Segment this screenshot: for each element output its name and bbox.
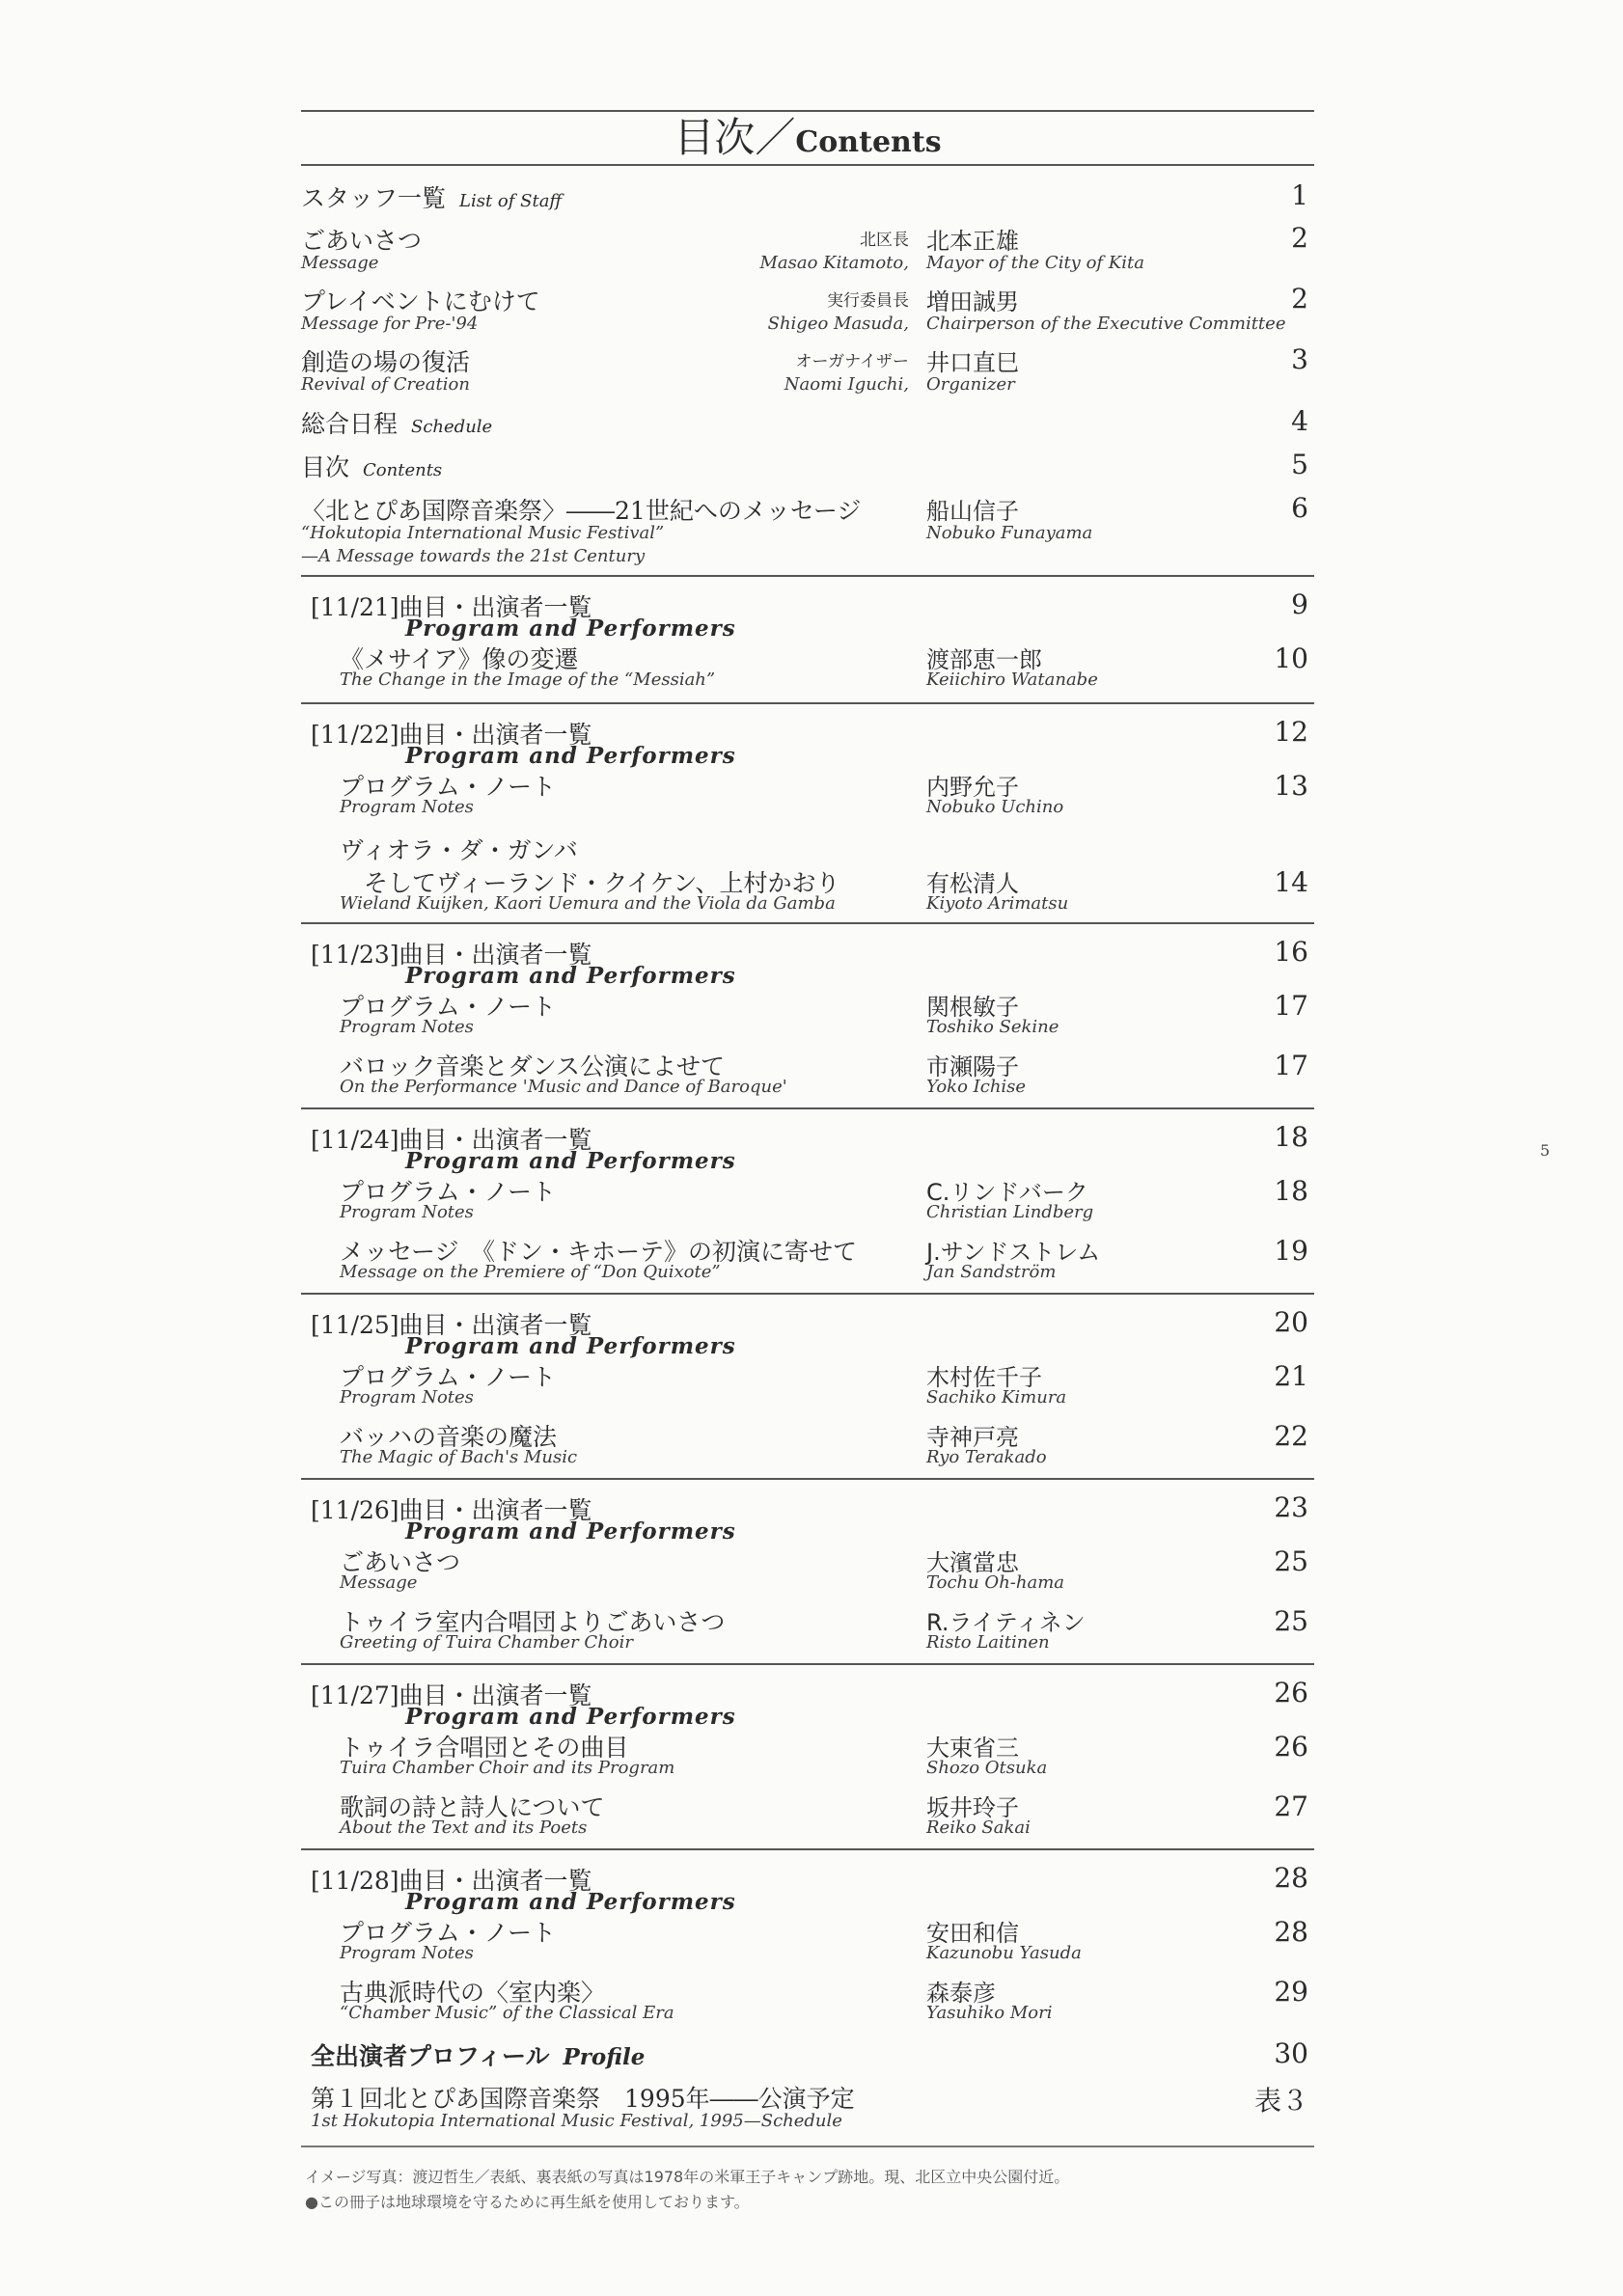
entry-title: 創造の場の復活: [301, 348, 471, 376]
author-name: 北本正雄: [926, 228, 1019, 255]
entry-title-en: Message: [340, 1572, 418, 1593]
author-name: 有松清人: [926, 870, 1019, 897]
author-name: 関根敏子: [926, 994, 1019, 1021]
section-title-en: Program and Performers: [405, 615, 736, 642]
entry-title-en: Program Notes: [340, 1943, 474, 1963]
page-number: 1: [1291, 179, 1308, 211]
section-header-1128[interactable]: [301, 1862, 1314, 1916]
entry-title: スタッフ一覧 List of Staff: [301, 184, 563, 212]
entry-title: メッセージ 《ドン・キホーテ》の初演に寄せて: [340, 1238, 858, 1266]
page-number: 2: [1291, 222, 1308, 254]
entry-title-en: Program Notes: [340, 797, 474, 817]
title-jp: 目次／: [674, 114, 796, 161]
author-name-en: Jan Sandström: [926, 1262, 1057, 1282]
author-name: 大濱當忠: [926, 1549, 1019, 1576]
entry-title-en: The Magic of Bach's Music: [340, 1447, 578, 1467]
toc-entry-program-notes[interactable]: [340, 1358, 1314, 1414]
toc-entry-contents[interactable]: [301, 449, 1314, 483]
author-name: 木村佐千子: [926, 1364, 1042, 1391]
page-title: [301, 112, 1314, 164]
section-title: [11/28]曲目・出演者一覧: [311, 1867, 592, 1895]
section-title: [11/24]曲目・出演者一覧: [311, 1126, 592, 1154]
section-title: [11/21]曲目・出演者一覧: [311, 593, 592, 621]
entry-title: 〈北とぴあ国際音楽祭〉――21世紀へのメッセージ: [301, 497, 862, 525]
author-name-en: Ryo Terakado: [926, 1447, 1047, 1467]
toc-entry-1995-schedule[interactable]: [301, 2080, 1314, 2136]
toc-entry-revival[interactable]: [301, 343, 1314, 401]
author-name: 市瀬陽子: [926, 1053, 1019, 1080]
section-header-1122[interactable]: [301, 716, 1314, 770]
entry-title-en: Greeting of Tuira Chamber Choir: [340, 1632, 633, 1653]
toc-entry-messiah[interactable]: [340, 641, 1314, 697]
page-number: 19: [1274, 1235, 1308, 1267]
toc-entry-viola-da-gamba[interactable]: [340, 864, 1314, 920]
recycled-paper-note: ●この冊子は地球環境を守るために再生紙を使用しております。: [305, 2193, 750, 2211]
author-name: 増田誠男: [926, 288, 1019, 315]
author-name-en: Yoko Ichise: [926, 1077, 1027, 1097]
section-title-en: Program and Performers: [405, 1148, 736, 1174]
entry-title: 第１回北とぴあ国際音楽祭 1995年――公演予定: [311, 2085, 855, 2113]
page-number: 4: [1291, 405, 1308, 437]
author-name-en: Yasuhiko Mori: [926, 2003, 1053, 2023]
entry-title-en: Message for Pre-'94: [301, 314, 479, 334]
entry-title-en: Program Notes: [340, 1017, 474, 1037]
toc-entry-baroque-dance[interactable]: [340, 1048, 1314, 1104]
page-number: 12: [1274, 716, 1308, 748]
page-number: 22: [1274, 1420, 1308, 1452]
section-rule: [301, 1663, 1314, 1665]
page-number: 17: [1274, 990, 1308, 1022]
page-number: 18: [1274, 1175, 1308, 1207]
section-title: [11/23]曲目・出演者一覧: [311, 941, 592, 969]
author-name: 井口直巳: [926, 349, 1019, 376]
toc-entry-tuira-greeting[interactable]: [340, 1603, 1314, 1659]
entry-title: 全出演者プロフィール Profile: [311, 2042, 646, 2070]
entry-title-en: “Chamber Music” of the Classical Era: [340, 2003, 674, 2023]
section-header-1124[interactable]: [301, 1121, 1314, 1175]
entry-title: プログラム・ノート: [340, 1919, 557, 1947]
author-name-en: Nobuko Uchino: [926, 797, 1064, 817]
section-header-1123[interactable]: [301, 936, 1314, 990]
entry-title: ヴィオラ・ダ・ガンバ: [340, 836, 578, 864]
section-title-en: Program and Performers: [405, 963, 736, 989]
entry-title: 古典派時代の〈室内楽〉: [340, 1979, 606, 2007]
photo-credit: イメージ写真：渡辺哲生／表紙、裏表紙の写真は1978年の米軍王子キャンプ跡地。現、北区立中央公園付近。: [305, 2168, 1070, 2186]
author-name-en: Shigeo Masuda,: [767, 314, 909, 334]
entry-title: 《メサイア》像の変遷: [340, 645, 579, 673]
title-en: Contents: [795, 125, 942, 159]
section-title: [11/25]曲目・出演者一覧: [311, 1311, 592, 1339]
page-number: 27: [1274, 1790, 1308, 1822]
page-number: 25: [1274, 1545, 1308, 1577]
author-name-en: Risto Laitinen: [926, 1632, 1050, 1653]
section-rule: [301, 702, 1314, 704]
page-number: 26: [1274, 1731, 1308, 1763]
author-title-en: Chairperson of the Executive Committee: [926, 314, 1286, 334]
section-title: [11/22]曲目・出演者一覧: [311, 721, 592, 749]
entry-title-en: Message on the Premiere of “Don Quixote”: [340, 1262, 721, 1282]
author-name: C.リンドバーク: [926, 1179, 1088, 1206]
section-rule: [301, 575, 1314, 577]
page-number: 5: [1291, 449, 1308, 480]
toc-entry-don-quixote[interactable]: [340, 1233, 1314, 1289]
section-title-en: Program and Performers: [405, 1704, 736, 1730]
entry-title-en: 1st Hokutopia International Music Festival, 1995—Schedule: [311, 2111, 842, 2131]
page-number: 20: [1274, 1306, 1308, 1338]
author-name: 内野允子: [926, 774, 1019, 801]
toc-entry-schedule[interactable]: [301, 405, 1314, 440]
section-rule: [301, 1478, 1314, 1480]
section-header-1121[interactable]: [301, 588, 1314, 642]
section-title-en: Program and Performers: [405, 743, 736, 769]
entry-title: 総合日程 Schedule: [301, 410, 493, 438]
section-rule: [301, 1848, 1314, 1850]
toc-entry-viola-da-gamba-line1[interactable]: [340, 832, 1314, 864]
author-name-en: Keiichiro Watanabe: [926, 670, 1098, 690]
toc-entry-message[interactable]: [301, 222, 1314, 280]
entry-title-en: On the Performance 'Music and Dance of Baroque': [340, 1077, 787, 1097]
entry-title: プログラム・ノート: [340, 1363, 557, 1391]
author-name-en: Christian Lindberg: [926, 1202, 1094, 1222]
page-number: 2: [1291, 283, 1308, 314]
page-number: 30: [1274, 2037, 1308, 2069]
entry-title: ごあいさつ: [301, 227, 423, 255]
toc-entry-bach-magic[interactable]: [340, 1418, 1314, 1474]
entry-title: トゥイラ室内合唱団よりごあいさつ: [340, 1608, 726, 1636]
page-number: 18: [1274, 1121, 1308, 1153]
toc-entry-program-notes[interactable]: [340, 988, 1314, 1044]
entry-title: プログラム・ノート: [340, 773, 557, 801]
toc-entry-staff[interactable]: [301, 179, 1314, 214]
section-title-en: Program and Performers: [405, 1889, 736, 1915]
toc-entry-profile[interactable]: [301, 2037, 1314, 2072]
toc-entry-pre-event[interactable]: [301, 283, 1314, 341]
entry-title-en: The Change in the Image of the “Messiah”: [340, 670, 716, 690]
author-role: 実行委員長: [827, 291, 909, 311]
page-number: 13: [1274, 770, 1308, 802]
author-name-en: Nobuko Funayama: [926, 523, 1093, 543]
page-number: 14: [1274, 866, 1308, 898]
entry-title-en: Message: [301, 253, 379, 273]
toc-entry-program-notes[interactable]: [340, 768, 1314, 824]
toc-entry-tuira-program[interactable]: [340, 1729, 1314, 1785]
author-name-en: Sachiko Kimura: [926, 1387, 1067, 1408]
entry-title: 目次 Contents: [301, 453, 443, 481]
page-number: 9: [1291, 588, 1308, 620]
entry-title-en: About the Text and its Poets: [340, 1818, 588, 1838]
entry-title: プログラム・ノート: [340, 993, 557, 1021]
toc-entry-chamber-music[interactable]: [340, 1974, 1314, 2030]
entry-title: 歌詞の詩と詩人について: [340, 1793, 605, 1821]
author-name-en: Tochu Oh-hama: [926, 1572, 1064, 1593]
entry-title: そしてヴィーランド・クイケン、上村かおり: [340, 869, 840, 897]
author-name: 渡部恵一郎: [926, 646, 1042, 673]
section-title-en: Program and Performers: [405, 1333, 736, 1359]
page-number: 16: [1274, 936, 1308, 968]
toc-entry-program-notes[interactable]: [340, 1914, 1314, 1970]
entry-title: ごあいさつ: [340, 1548, 461, 1576]
author-name-en: Naomi Iguchi,: [784, 374, 909, 395]
section-title: [11/26]曲目・出演者一覧: [311, 1496, 592, 1524]
toc-entry-festival-message[interactable]: [301, 492, 1314, 573]
author-name: 坂井玲子: [926, 1794, 1019, 1821]
author-name: 安田和信: [926, 1920, 1019, 1947]
section-title: [11/27]曲目・出演者一覧: [311, 1681, 592, 1709]
page-number: 3: [1291, 343, 1308, 375]
entry-title-en: Program Notes: [340, 1202, 474, 1222]
toc-entry-message[interactable]: [340, 1544, 1314, 1599]
page-number: 6: [1291, 492, 1308, 524]
author-title-en: Organizer: [926, 374, 1015, 395]
page-number: 29: [1274, 1976, 1308, 2008]
page-number: 28: [1274, 1916, 1308, 1948]
entry-title-en: Revival of Creation: [301, 374, 470, 395]
page-number: 21: [1274, 1360, 1308, 1392]
entry-title: プレイベントにむけて: [301, 287, 540, 315]
folio-number: 5: [1540, 1141, 1551, 1160]
entry-title: バッハの音楽の魔法: [340, 1423, 558, 1451]
section-title-en: Program and Performers: [405, 1518, 736, 1544]
author-name: R.ライティネン: [926, 1609, 1086, 1636]
section-rule: [301, 1293, 1314, 1295]
author-role: 北区長: [860, 231, 909, 250]
entry-title-en: “Hokutopia International Music Festival”: [301, 523, 665, 543]
author-name-en: Toshiko Sekine: [926, 1017, 1059, 1037]
author-name-en: Kazunobu Yasuda: [926, 1943, 1082, 1963]
author-name-en: Masao Kitamoto,: [759, 253, 909, 273]
section-header-1127[interactable]: [301, 1677, 1314, 1731]
section-header-1126[interactable]: [301, 1491, 1314, 1545]
page-number: 26: [1274, 1677, 1308, 1708]
entry-title-en: Tuira Chamber Choir and its Program: [340, 1758, 675, 1778]
entry-title: トゥイラ合唱団とその曲目: [340, 1734, 629, 1762]
title-rule: [301, 164, 1314, 166]
page-number: 28: [1274, 1862, 1308, 1894]
author-name: 船山信子: [926, 498, 1019, 525]
author-name-en: Shozo Otsuka: [926, 1758, 1048, 1778]
author-name: 寺神戸亮: [926, 1424, 1019, 1451]
author-title-en: Mayor of the City of Kita: [926, 253, 1144, 273]
author-name: 大束省三: [926, 1735, 1019, 1762]
entry-title: プログラム・ノート: [340, 1178, 557, 1206]
section-rule: [301, 1107, 1314, 1109]
entry-title: バロック音楽とダンス公演によせて: [340, 1052, 726, 1080]
page-number: 23: [1274, 1491, 1308, 1523]
toc-entry-text-poets[interactable]: [340, 1789, 1314, 1845]
author-role: オーガナイザー: [795, 352, 909, 371]
author-name-en: Kiyoto Arimatsu: [926, 893, 1069, 914]
page-number: 17: [1274, 1050, 1308, 1081]
author-name: 森泰彦: [926, 1980, 996, 2007]
entry-title-en: Program Notes: [340, 1387, 474, 1408]
author-name-en: Reiko Sakai: [926, 1818, 1031, 1838]
entry-title-en-line2: —A Message towards the 21st Century: [301, 546, 646, 566]
page-number: 10: [1274, 642, 1308, 674]
entry-title-en: Wieland Kuijken, Kaori Uemura and the Viola da Gamba: [340, 893, 836, 914]
page-number: 25: [1274, 1605, 1308, 1637]
page-number: 表３: [1253, 2085, 1308, 2117]
author-name: J.サンドストレム: [926, 1239, 1101, 1266]
footer-rule: [301, 2146, 1314, 2147]
section-header-1125[interactable]: [301, 1306, 1314, 1360]
toc-entry-program-notes[interactable]: [340, 1173, 1314, 1229]
section-rule: [301, 922, 1314, 924]
